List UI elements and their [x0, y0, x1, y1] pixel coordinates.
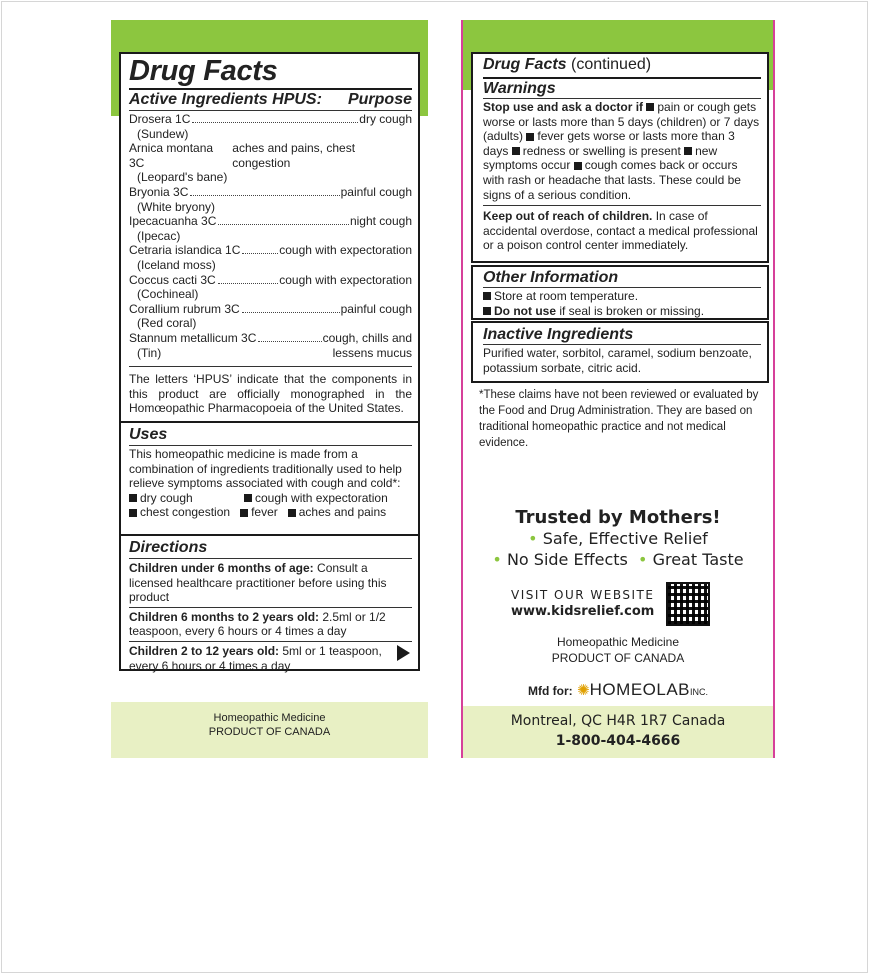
ingredient-common-name: (Red coral) [137, 316, 197, 331]
ingredient-row [129, 273, 412, 302]
continue-arrow-icon [397, 645, 410, 661]
ingredient-name: Stannum metallicum 3C [129, 330, 257, 345]
drug-facts-title: Drug Facts [129, 55, 278, 87]
uses-item: chest congestion [140, 505, 231, 520]
manufacturer-line: Mfd for: ✺HOMEOLABINC. [527, 680, 709, 699]
ingredient-purpose: cough with expectoration [279, 272, 412, 287]
right-label-panel [461, 20, 775, 758]
ingredient-name: Corallium rubrum 3C [129, 301, 240, 316]
inactive-ingredients-text: Purified water, sorbitol, caramel, sodium benzoate, potassium sorbate, citric acid. [483, 346, 752, 375]
purpose-label: Purpose [347, 91, 412, 108]
uses-title: Uses [129, 426, 168, 443]
marketing-block [463, 507, 773, 571]
homeolab-logo: HOMEOLAB [589, 680, 691, 699]
website-block [511, 582, 731, 626]
ingredient-row [129, 185, 412, 214]
ingredient-name: Cetraria islandica 1C [129, 243, 241, 258]
directions-box [119, 534, 420, 671]
footer-homeopathic: Homeopathic Medicine [213, 712, 326, 724]
drug-facts-continued-box [471, 52, 769, 263]
footer-band [111, 702, 428, 758]
trusted-tagline: Trusted by Mothers! [515, 507, 721, 528]
other-info-item: Store at room temperature. [494, 289, 639, 303]
footer-band [463, 706, 773, 758]
bullet-icon: • [492, 550, 502, 569]
ingredient-purpose-cont: lessens mucus [332, 345, 412, 360]
ingredient-common-name: (Ipecac) [137, 228, 181, 243]
ingredient-row [129, 243, 412, 272]
direction-row: Children under 6 months of age: Consult a licensed healthcare practitioner before using this product [129, 561, 387, 605]
direction-row: Children 2 to 12 years old: 5ml or 1 teaspoon, every 6 hours or 4 times a day [129, 643, 382, 673]
ingredient-common-name: (Tin) [137, 345, 162, 360]
ingredient-purpose: aches and pains, chest congestion [232, 141, 356, 170]
ingredient-purpose: cough, chills and [322, 330, 412, 345]
uses-text: This homeopathic medicine is made from a combination of ingredients traditionally used to help relieve symptoms associated with cough and cold*: [129, 447, 402, 491]
uses-item: fever [251, 505, 278, 520]
claim-line: • No Side Effects • Great Taste [492, 550, 744, 569]
visit-website-label: VISIT OUR WEBSITE [511, 588, 655, 602]
active-ingredients-label: Active Ingredients HPUS: [129, 91, 322, 108]
mfd-for-label: Mfd for: [527, 684, 573, 698]
keep-out-text: Keep out of reach of children. In case of accidental overdose, contact a medical professional or a poison control center immediately. [483, 209, 758, 253]
other-information-title: Other Information [483, 269, 619, 286]
ingredient-name: Coccus cacti 3C [129, 272, 216, 287]
stop-use-text: Stop use and ask a doctor if pain or cough gets worse or lasts more than 5 days (children) or 7 days (adults) fever gets worse or lasts more than 3 days redness or swelling is present new symptoms occur cough comes back or occurs with rash or headache that lasts. These could be signs of a serious condition. [483, 100, 760, 202]
ingredient-name: Drosera 1C [129, 112, 191, 126]
phone: 1-800-404-4666 [555, 733, 681, 749]
ingredient-purpose: cough with expectoration [279, 243, 412, 258]
inactive-ingredients-title: Inactive Ingredients [483, 326, 634, 343]
uses-box [119, 421, 420, 536]
ingredient-purpose: painful cough [340, 301, 412, 316]
other-info-item: if seal is broken or missing. [556, 303, 705, 318]
warnings-title: Warnings [483, 80, 556, 97]
uses-item: cough with expectoration [255, 490, 388, 505]
ingredient-row [129, 141, 412, 185]
ingredient-common-name: (White bryony) [137, 199, 216, 214]
ingredient-name: Arnica montana 3C [129, 141, 214, 170]
left-label-panel [111, 20, 428, 758]
qr-code-icon[interactable] [666, 582, 710, 626]
website-link[interactable]: www.kidsrelief.com [511, 604, 655, 619]
ingredient-name: Ipecacuanha 3C [129, 214, 217, 229]
drug-facts-box [119, 52, 420, 423]
ingredient-common-name: (Sundew) [137, 126, 189, 141]
uses-item: aches and pains [298, 505, 387, 520]
ingredient-common-name: (Leopard's bane) [137, 170, 228, 185]
ingredient-row [129, 331, 412, 360]
ingredient-purpose: painful cough [340, 184, 412, 199]
drug-facts-continued-title: Drug Facts (continued) [483, 56, 652, 73]
bullet-icon: • [638, 550, 648, 569]
ingredient-name: Bryonia 3C [129, 184, 189, 199]
footer-product-of: PRODUCT OF CANADA [208, 726, 331, 738]
ingredient-row [129, 302, 412, 331]
directions-title: Directions [129, 539, 208, 556]
ingredients-list [129, 112, 412, 360]
sun-logo-icon: ✺ [577, 682, 590, 699]
other-information-box: Other Information Store at room temperature. Do not use if seal is broken or missing. [471, 265, 769, 320]
uses-items [129, 491, 412, 520]
uses-item: dry cough [140, 490, 193, 505]
address: Montreal, QC H4R 1R7 Canada [510, 713, 726, 729]
homeopathic-medicine-label: Homeopathic Medicine [556, 635, 680, 649]
ingredient-common-name: (Cochineal) [137, 287, 199, 302]
homeopathic-block [463, 634, 773, 666]
bullet-icon: • [528, 529, 538, 548]
ingredient-common-name: (Iceland moss) [137, 257, 216, 272]
ingredient-row [129, 214, 412, 243]
product-of-canada-label: PRODUCT OF CANADA [551, 651, 685, 665]
ingredient-purpose: dry cough [359, 112, 412, 126]
fda-disclaimer: *These claims have not been reviewed or evaluated by the Food and Drug Administration. They are based on traditional homeopathic practice and not medical evidence. [479, 389, 759, 449]
claim-line: • Safe, Effective Relief [528, 529, 708, 548]
direction-row: Children 6 months to 2 years old: 2.5ml or 1/2 teaspoon, every 6 hours or 4 times a day [129, 609, 386, 639]
inactive-ingredients-box [471, 321, 769, 383]
active-ingredients-header [129, 91, 412, 109]
ingredient-row [129, 112, 412, 141]
hpus-note: The letters ‘HPUS’ indicate that the components in this product are officially monographed in the Homœopathic Pharmacopoeia of the United States. [129, 372, 412, 416]
ingredient-purpose: night cough [349, 214, 412, 229]
